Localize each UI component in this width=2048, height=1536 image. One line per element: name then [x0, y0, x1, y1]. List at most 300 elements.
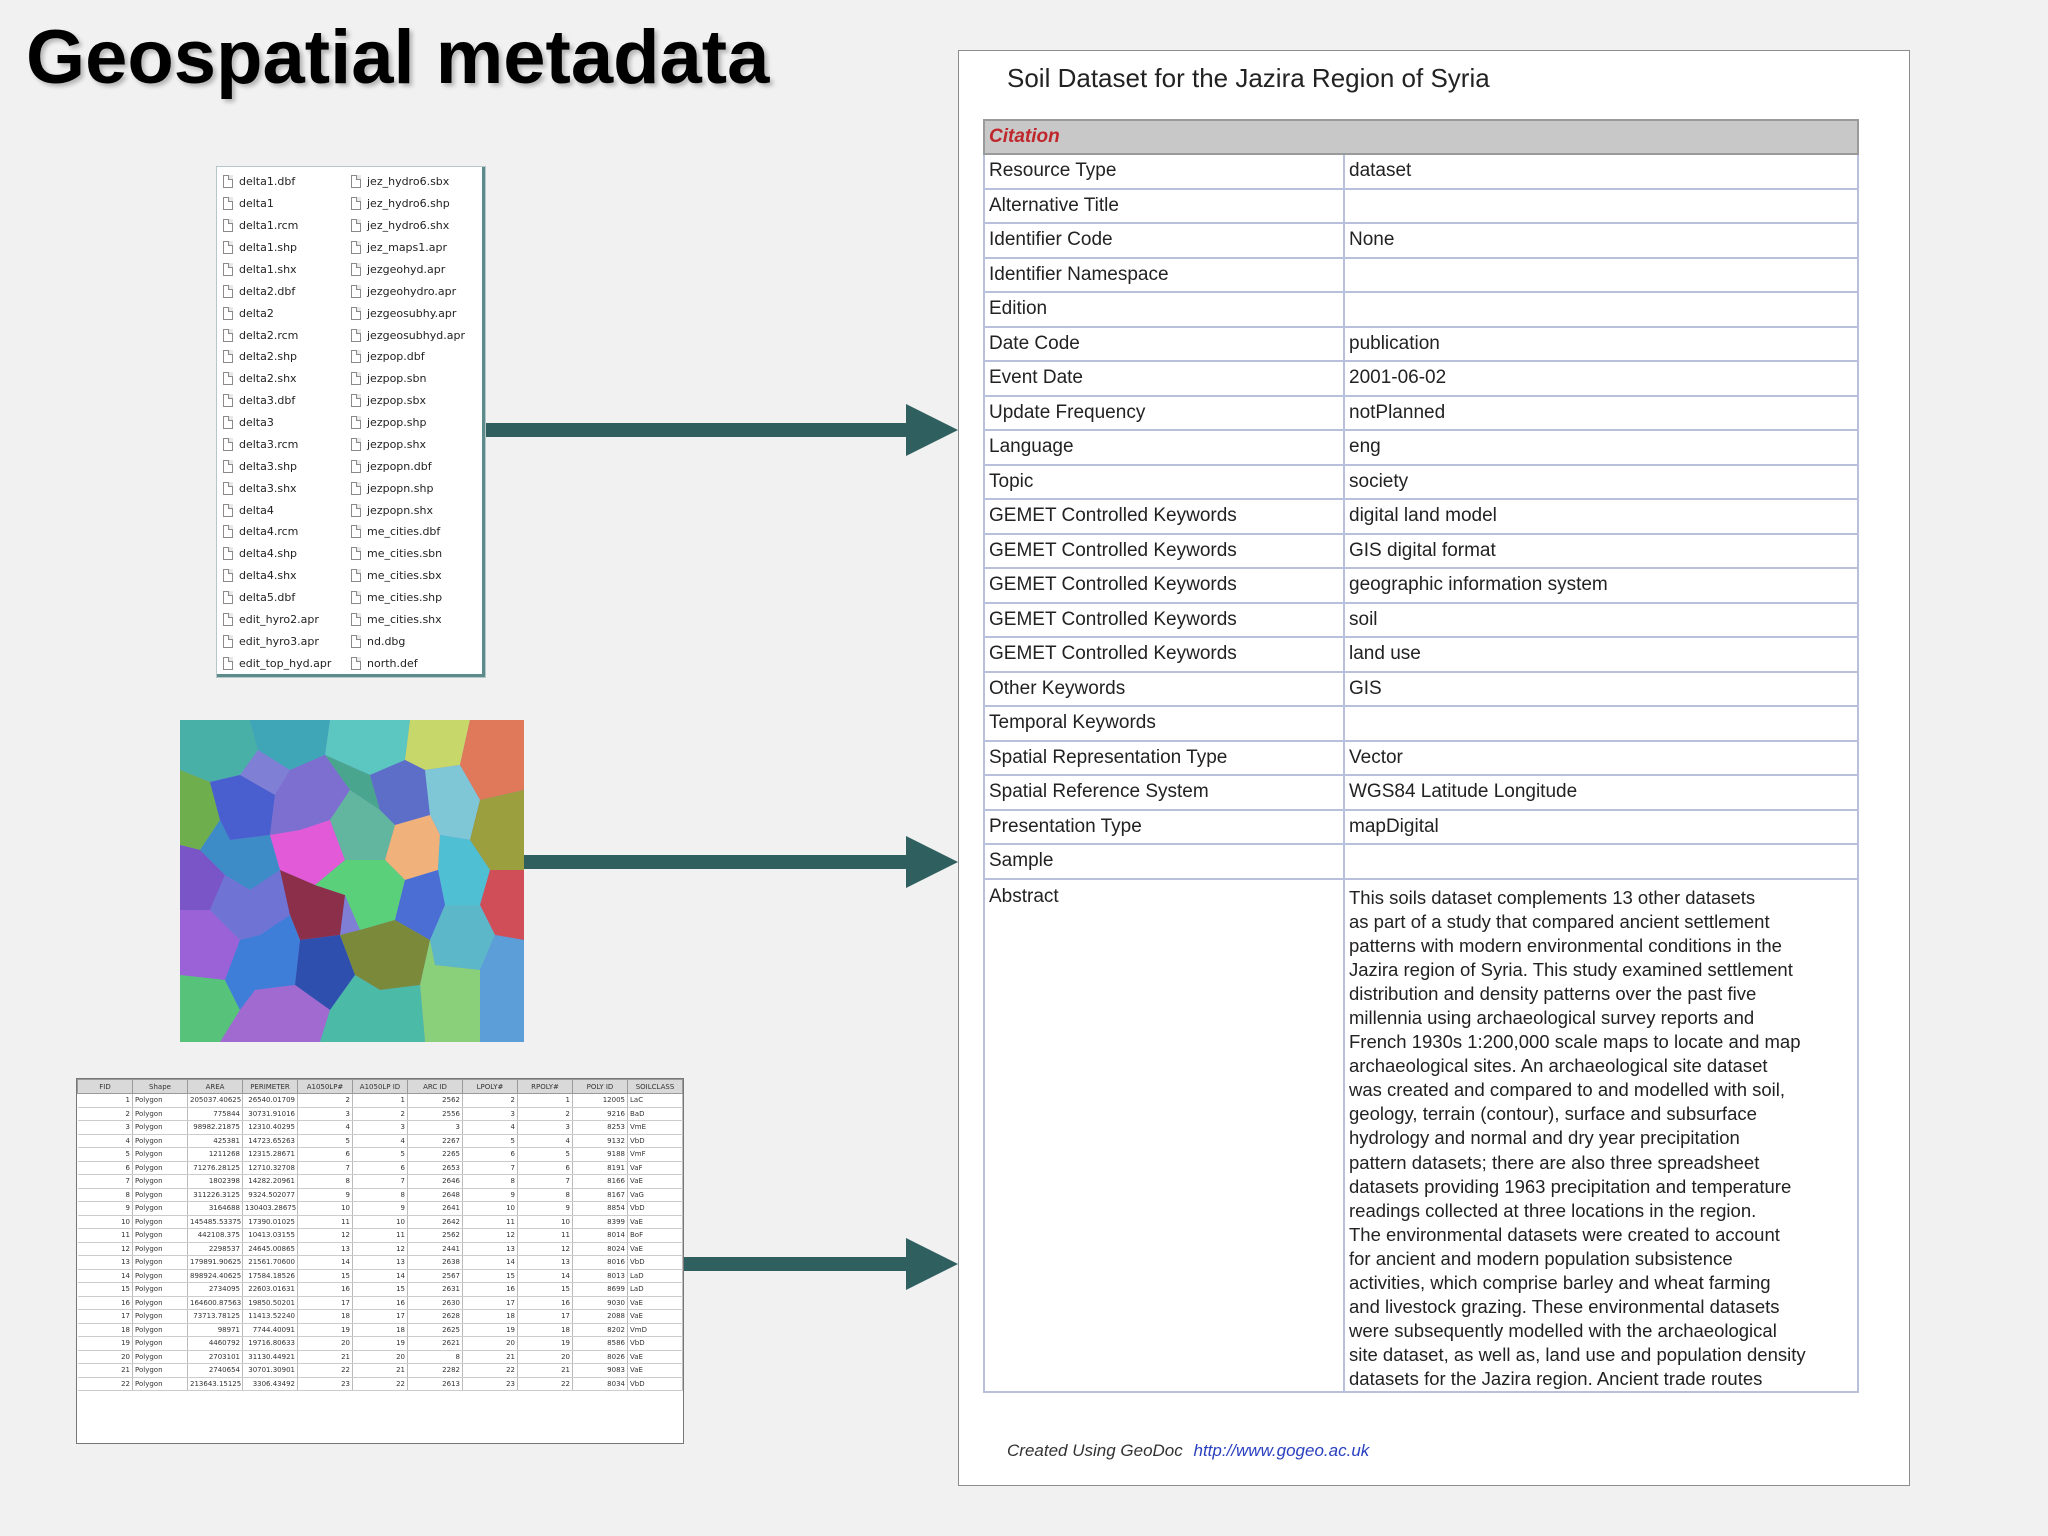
- metadata-value: 2001-06-02: [1344, 361, 1858, 396]
- file-icon: [351, 613, 361, 626]
- table-cell: 12710.32708: [243, 1161, 298, 1175]
- table-cell: 2625: [408, 1323, 463, 1337]
- table-cell: 2267: [408, 1134, 463, 1148]
- file-item[interactable]: [351, 324, 481, 346]
- table-row[interactable]: [78, 1350, 683, 1364]
- metadata-row: [984, 672, 1858, 707]
- table-cell: 6: [463, 1148, 518, 1162]
- table-cell: 20: [298, 1337, 353, 1351]
- abstract-line: for ancient and modern population subsistence: [1349, 1247, 1733, 1269]
- file-item[interactable]: [223, 390, 351, 412]
- metadata-row-abstract: [984, 879, 1858, 1393]
- table-cell: 14: [298, 1256, 353, 1270]
- table-cell: 17: [463, 1296, 518, 1310]
- arrow-right-icon: [684, 1238, 958, 1290]
- abstract-line: was created and compared to and modelled with soil,: [1349, 1079, 1786, 1101]
- file-name: jezpop.dbf: [367, 350, 425, 364]
- table-row[interactable]: [78, 1364, 683, 1378]
- table-cell: 4: [463, 1121, 518, 1135]
- metadata-row: [984, 465, 1858, 500]
- file-icon: [351, 372, 361, 385]
- table-cell: 8854: [573, 1202, 628, 1216]
- table-row[interactable]: [78, 1269, 683, 1283]
- table-cell: 2630: [408, 1296, 463, 1310]
- attribute-column-header[interactable]: A1050LP ID: [353, 1080, 408, 1094]
- metadata-key: Update Frequency: [984, 396, 1344, 431]
- table-cell: Polygon: [133, 1161, 188, 1175]
- table-cell: Polygon: [133, 1350, 188, 1364]
- file-item[interactable]: [223, 455, 351, 477]
- table-cell: Polygon: [133, 1107, 188, 1121]
- file-icon: [223, 219, 233, 232]
- table-cell: 2648: [408, 1188, 463, 1202]
- table-cell: VmD: [628, 1323, 683, 1337]
- file-icon: [223, 197, 233, 210]
- table-cell: 10: [78, 1215, 133, 1229]
- file-item[interactable]: [223, 434, 351, 456]
- table-cell: 8: [353, 1188, 408, 1202]
- table-row[interactable]: [78, 1283, 683, 1297]
- table-cell: 2562: [408, 1094, 463, 1108]
- table-cell: 16: [518, 1296, 573, 1310]
- abstract-line: Jazira region of Syria. This study examined settlement: [1349, 958, 1793, 980]
- table-cell: LaD: [628, 1269, 683, 1283]
- table-cell: 17584.18526: [243, 1269, 298, 1283]
- table-row[interactable]: [78, 1094, 683, 1108]
- file-item[interactable]: [351, 302, 481, 324]
- table-cell: 11: [463, 1215, 518, 1229]
- soil-polygon-map: [180, 720, 524, 1042]
- table-cell: 9188: [573, 1148, 628, 1162]
- file-icon: [351, 285, 361, 298]
- metadata-value: None: [1344, 223, 1858, 258]
- metadata-key: GEMET Controlled Keywords: [984, 603, 1344, 638]
- file-item[interactable]: [351, 609, 481, 631]
- metadata-value: digital land model: [1344, 499, 1858, 534]
- file-icon: [223, 241, 233, 254]
- file-item[interactable]: [223, 587, 351, 609]
- table-cell: 311226.3125: [188, 1188, 243, 1202]
- geodoc-link[interactable]: http://www.gogeo.ac.uk: [1193, 1441, 1370, 1460]
- abstract-line: datasets providing 1963 precipitation and temperature: [1349, 1175, 1792, 1197]
- table-row[interactable]: [78, 1148, 683, 1162]
- table-cell: 2298537: [188, 1242, 243, 1256]
- table-row[interactable]: [78, 1175, 683, 1189]
- table-cell: 22: [298, 1364, 353, 1378]
- table-cell: 13: [353, 1256, 408, 1270]
- table-cell: 14723.65263: [243, 1134, 298, 1148]
- table-cell: 2265: [408, 1148, 463, 1162]
- table-cell: 6: [78, 1161, 133, 1175]
- metadata-value: [1344, 258, 1858, 293]
- file-item[interactable]: [223, 477, 351, 499]
- file-name: delta3.shp: [239, 459, 298, 473]
- table-cell: 14282.20961: [243, 1175, 298, 1189]
- file-item[interactable]: [351, 259, 481, 281]
- attribute-column-header[interactable]: AREA: [188, 1080, 243, 1094]
- file-name: jez_maps1.apr: [367, 241, 448, 255]
- file-item[interactable]: [351, 193, 481, 215]
- footer-text: Created Using GeoDoc: [1007, 1441, 1183, 1460]
- attribute-column-header[interactable]: A1050LP#: [298, 1080, 353, 1094]
- table-cell: 19: [353, 1337, 408, 1351]
- file-icon: [223, 525, 233, 538]
- table-cell: VaE: [628, 1242, 683, 1256]
- table-row[interactable]: [78, 1229, 683, 1243]
- file-item[interactable]: [223, 259, 351, 281]
- file-item[interactable]: [351, 412, 481, 434]
- table-cell: Polygon: [133, 1364, 188, 1378]
- file-icon: [223, 635, 233, 648]
- table-cell: VbD: [628, 1337, 683, 1351]
- file-icon: [223, 416, 233, 429]
- table-cell: 3: [408, 1121, 463, 1135]
- file-name: jezgeosubhyd.apr: [367, 328, 465, 342]
- table-cell: 15: [518, 1283, 573, 1297]
- file-item[interactable]: [223, 543, 351, 565]
- file-icon: [351, 329, 361, 342]
- file-name: nd.dbg: [367, 634, 406, 648]
- file-item[interactable]: [351, 237, 481, 259]
- file-item[interactable]: [351, 390, 481, 412]
- metadata-row: [984, 292, 1858, 327]
- table-cell: 9: [78, 1202, 133, 1216]
- file-item[interactable]: [351, 630, 481, 652]
- table-cell: VaG: [628, 1188, 683, 1202]
- table-cell: 9: [298, 1188, 353, 1202]
- metadata-value: [1344, 292, 1858, 327]
- file-item[interactable]: [223, 521, 351, 543]
- file-icon: [223, 307, 233, 320]
- file-name: delta4: [239, 503, 274, 517]
- table-row[interactable]: [78, 1188, 683, 1202]
- file-name: jezpop.shx: [367, 437, 427, 451]
- file-item[interactable]: [223, 237, 351, 259]
- metadata-table: [983, 119, 1859, 1393]
- metadata-row: [984, 568, 1858, 603]
- table-cell: 18: [353, 1323, 408, 1337]
- file-item[interactable]: [223, 280, 351, 302]
- file-item[interactable]: [223, 171, 351, 193]
- attribute-column-header[interactable]: LPOLY#: [463, 1080, 518, 1094]
- table-cell: 11: [353, 1229, 408, 1243]
- table-cell: 11: [298, 1215, 353, 1229]
- attribute-column-header[interactable]: SOILCLASS: [628, 1080, 683, 1094]
- file-item[interactable]: [351, 587, 481, 609]
- file-item[interactable]: [351, 368, 481, 390]
- table-cell: 20: [353, 1350, 408, 1364]
- table-cell: 145485.53375: [188, 1215, 243, 1229]
- file-item[interactable]: [351, 455, 481, 477]
- table-cell: 16: [463, 1283, 518, 1297]
- table-cell: 15: [78, 1283, 133, 1297]
- table-cell: VaE: [628, 1175, 683, 1189]
- table-cell: 4: [518, 1134, 573, 1148]
- table-cell: 17: [298, 1296, 353, 1310]
- table-cell: 1: [353, 1094, 408, 1108]
- metadata-key: Presentation Type: [984, 810, 1344, 845]
- file-icon: [223, 569, 233, 582]
- table-row[interactable]: [78, 1134, 683, 1148]
- abstract-line: and livestock grazing. These environmental datasets: [1349, 1296, 1780, 1318]
- file-item[interactable]: [351, 346, 481, 368]
- table-cell: 14: [353, 1269, 408, 1283]
- table-cell: 5: [463, 1134, 518, 1148]
- file-icon: [223, 547, 233, 560]
- attribute-column-header[interactable]: ARC ID: [408, 1080, 463, 1094]
- file-name: delta3.shx: [239, 481, 297, 495]
- table-row[interactable]: [78, 1202, 683, 1216]
- table-row[interactable]: [78, 1377, 683, 1391]
- table-cell: 7: [518, 1175, 573, 1189]
- table-cell: 9324.502077: [243, 1188, 298, 1202]
- table-cell: 10: [518, 1215, 573, 1229]
- file-icon: [351, 525, 361, 538]
- file-name: jezgeohydro.apr: [367, 284, 457, 298]
- file-name: delta2.shp: [239, 350, 298, 364]
- table-cell: 12310.40295: [243, 1121, 298, 1135]
- table-cell: 8191: [573, 1161, 628, 1175]
- file-item[interactable]: [223, 215, 351, 237]
- file-item[interactable]: [351, 280, 481, 302]
- file-name: jezgeohyd.apr: [367, 262, 446, 276]
- document-footer: [1007, 1441, 1369, 1461]
- table-cell: 18: [78, 1323, 133, 1337]
- table-cell: 21: [78, 1364, 133, 1378]
- table-cell: 12315.28671: [243, 1148, 298, 1162]
- metadata-value: GIS: [1344, 672, 1858, 707]
- table-cell: VbD: [628, 1377, 683, 1391]
- table-cell: 24645.00865: [243, 1242, 298, 1256]
- table-cell: 21561.70600: [243, 1256, 298, 1270]
- section-row-citation: [984, 120, 1858, 154]
- file-item[interactable]: [223, 630, 351, 652]
- table-cell: 19850.50201: [243, 1296, 298, 1310]
- file-item[interactable]: [223, 499, 351, 521]
- file-name: edit_hyro2.apr: [239, 612, 319, 626]
- table-cell: LaC: [628, 1094, 683, 1108]
- table-cell: VaF: [628, 1161, 683, 1175]
- file-item[interactable]: [351, 215, 481, 237]
- abstract-line: activities, which comprise barley and wheat farming: [1349, 1272, 1771, 1293]
- table-cell: Polygon: [133, 1296, 188, 1310]
- table-row[interactable]: [78, 1215, 683, 1229]
- table-cell: 15: [298, 1269, 353, 1283]
- table-cell: 2653: [408, 1161, 463, 1175]
- table-row[interactable]: [78, 1310, 683, 1324]
- metadata-value: Vector: [1344, 741, 1858, 776]
- metadata-value: geographic information system: [1344, 568, 1858, 603]
- file-icon: [351, 416, 361, 429]
- file-item[interactable]: [223, 302, 351, 324]
- metadata-value: publication: [1344, 327, 1858, 362]
- table-cell: Polygon: [133, 1188, 188, 1202]
- metadata-key: Edition: [984, 292, 1344, 327]
- table-cell: 12: [78, 1242, 133, 1256]
- table-cell: 2642: [408, 1215, 463, 1229]
- table-cell: 2734095: [188, 1283, 243, 1297]
- table-cell: 12: [463, 1229, 518, 1243]
- metadata-row: [984, 154, 1858, 189]
- table-cell: 6: [298, 1148, 353, 1162]
- file-item[interactable]: [351, 543, 481, 565]
- file-name: delta2.dbf: [239, 284, 296, 298]
- file-icon: [351, 547, 361, 560]
- table-cell: 7: [463, 1161, 518, 1175]
- file-name: jez_hydro6.shx: [367, 219, 450, 233]
- table-row[interactable]: [78, 1121, 683, 1135]
- table-cell: 898924.40625: [188, 1269, 243, 1283]
- file-item[interactable]: [351, 171, 481, 193]
- file-icon: [223, 482, 233, 495]
- table-cell: VbD: [628, 1134, 683, 1148]
- table-cell: 12005: [573, 1094, 628, 1108]
- file-name: delta5.dbf: [239, 591, 296, 605]
- file-item[interactable]: [351, 434, 481, 456]
- table-cell: Polygon: [133, 1323, 188, 1337]
- file-item[interactable]: [223, 652, 351, 674]
- table-cell: 425381: [188, 1134, 243, 1148]
- table-cell: 8: [408, 1350, 463, 1364]
- attribute-column-header[interactable]: Shape: [133, 1080, 188, 1094]
- file-name: me_cities.shp: [367, 591, 443, 605]
- table-cell: 8: [78, 1188, 133, 1202]
- metadata-row: [984, 430, 1858, 465]
- table-row[interactable]: [78, 1107, 683, 1121]
- table-cell: Polygon: [133, 1121, 188, 1135]
- metadata-row: [984, 189, 1858, 224]
- file-item[interactable]: [351, 499, 481, 521]
- table-cell: 2: [518, 1107, 573, 1121]
- file-item[interactable]: [351, 652, 481, 674]
- file-icon: [223, 657, 233, 670]
- table-cell: 3306.43492: [243, 1377, 298, 1391]
- table-row[interactable]: [78, 1337, 683, 1351]
- metadata-row: [984, 258, 1858, 293]
- metadata-row: [984, 637, 1858, 672]
- metadata-value: mapDigital: [1344, 810, 1858, 845]
- table-cell: 3: [78, 1121, 133, 1135]
- file-name: me_cities.shx: [367, 612, 442, 626]
- metadata-value: [1344, 844, 1858, 879]
- table-row[interactable]: [78, 1161, 683, 1175]
- table-row[interactable]: [78, 1296, 683, 1310]
- table-cell: 2638: [408, 1256, 463, 1270]
- table-row[interactable]: [78, 1242, 683, 1256]
- attribute-column-header[interactable]: PERIMETER: [243, 1080, 298, 1094]
- table-cell: 2088: [573, 1310, 628, 1324]
- table-row[interactable]: [78, 1256, 683, 1270]
- attribute-column-header[interactable]: POLY ID: [573, 1080, 628, 1094]
- table-cell: 22: [353, 1377, 408, 1391]
- file-name: jezpopn.shx: [367, 503, 433, 517]
- table-cell: 9083: [573, 1364, 628, 1378]
- attribute-column-header[interactable]: RPOLY#: [518, 1080, 573, 1094]
- table-cell: 13: [463, 1242, 518, 1256]
- table-cell: 18: [463, 1310, 518, 1324]
- file-item[interactable]: [223, 368, 351, 390]
- file-column-2: [351, 171, 481, 674]
- table-cell: 8013: [573, 1269, 628, 1283]
- table-cell: 8202: [573, 1323, 628, 1337]
- file-item[interactable]: [223, 609, 351, 631]
- attribute-column-header[interactable]: FID: [78, 1080, 133, 1094]
- file-item[interactable]: [351, 521, 481, 543]
- metadata-key: Sample: [984, 844, 1344, 879]
- table-cell: 98982.21875: [188, 1121, 243, 1135]
- table-cell: 10: [353, 1215, 408, 1229]
- file-name: jezpop.sbn: [367, 372, 427, 386]
- file-name: delta4.shx: [239, 569, 297, 583]
- table-row[interactable]: [78, 1323, 683, 1337]
- table-cell: VmF: [628, 1148, 683, 1162]
- table-cell: VmE: [628, 1121, 683, 1135]
- table-cell: 2441: [408, 1242, 463, 1256]
- file-icon: [351, 438, 361, 451]
- metadata-key: Event Date: [984, 361, 1344, 396]
- table-cell: 21: [298, 1350, 353, 1364]
- table-cell: 2: [78, 1107, 133, 1121]
- table-cell: VaE: [628, 1364, 683, 1378]
- table-cell: 2: [298, 1094, 353, 1108]
- file-listing-panel: [217, 167, 485, 677]
- file-item[interactable]: [223, 412, 351, 434]
- table-cell: Polygon: [133, 1256, 188, 1270]
- table-cell: 11413.52240: [243, 1310, 298, 1324]
- metadata-row: [984, 810, 1858, 845]
- table-cell: 14: [463, 1256, 518, 1270]
- file-name: me_cities.dbf: [367, 525, 441, 539]
- file-item[interactable]: [351, 477, 481, 499]
- table-cell: 23: [298, 1377, 353, 1391]
- table-cell: 12: [353, 1242, 408, 1256]
- abstract-line: site dataset, as well as, land use and population density: [1349, 1344, 1806, 1366]
- table-cell: 442108.375: [188, 1229, 243, 1243]
- table-cell: 19: [518, 1337, 573, 1351]
- file-item[interactable]: [223, 346, 351, 368]
- table-cell: 14: [78, 1269, 133, 1283]
- file-icon: [223, 460, 233, 473]
- file-name: delta2.rcm: [239, 328, 299, 342]
- file-name: edit_top_hyd.apr: [239, 656, 332, 670]
- file-icon: [223, 175, 233, 188]
- abstract-line: millennia using archaeological survey reports and: [1349, 1006, 1755, 1028]
- table-cell: 8024: [573, 1242, 628, 1256]
- table-cell: 20: [78, 1350, 133, 1364]
- file-name: me_cities.sbx: [367, 569, 442, 583]
- metadata-key: GEMET Controlled Keywords: [984, 637, 1344, 672]
- table-cell: 8: [463, 1175, 518, 1189]
- file-item[interactable]: [351, 565, 481, 587]
- file-name: delta4.shp: [239, 547, 298, 561]
- table-cell: 22: [518, 1377, 573, 1391]
- table-cell: 8026: [573, 1350, 628, 1364]
- table-cell: 10413.03155: [243, 1229, 298, 1243]
- abstract-line: hydrology and normal and dry year precipitation: [1349, 1127, 1740, 1149]
- table-cell: 2646: [408, 1175, 463, 1189]
- table-cell: Polygon: [133, 1310, 188, 1324]
- file-icon: [223, 438, 233, 451]
- file-item[interactable]: [223, 565, 351, 587]
- table-cell: 8253: [573, 1121, 628, 1135]
- file-item[interactable]: [223, 324, 351, 346]
- metadata-value: [1344, 706, 1858, 741]
- file-icon: [223, 372, 233, 385]
- abstract-line: were subsequently modelled with the archaeological: [1349, 1320, 1777, 1342]
- table-cell: 9: [463, 1188, 518, 1202]
- file-item[interactable]: [223, 193, 351, 215]
- abstract-line: as part of a study that compared ancient settlement: [1349, 910, 1770, 932]
